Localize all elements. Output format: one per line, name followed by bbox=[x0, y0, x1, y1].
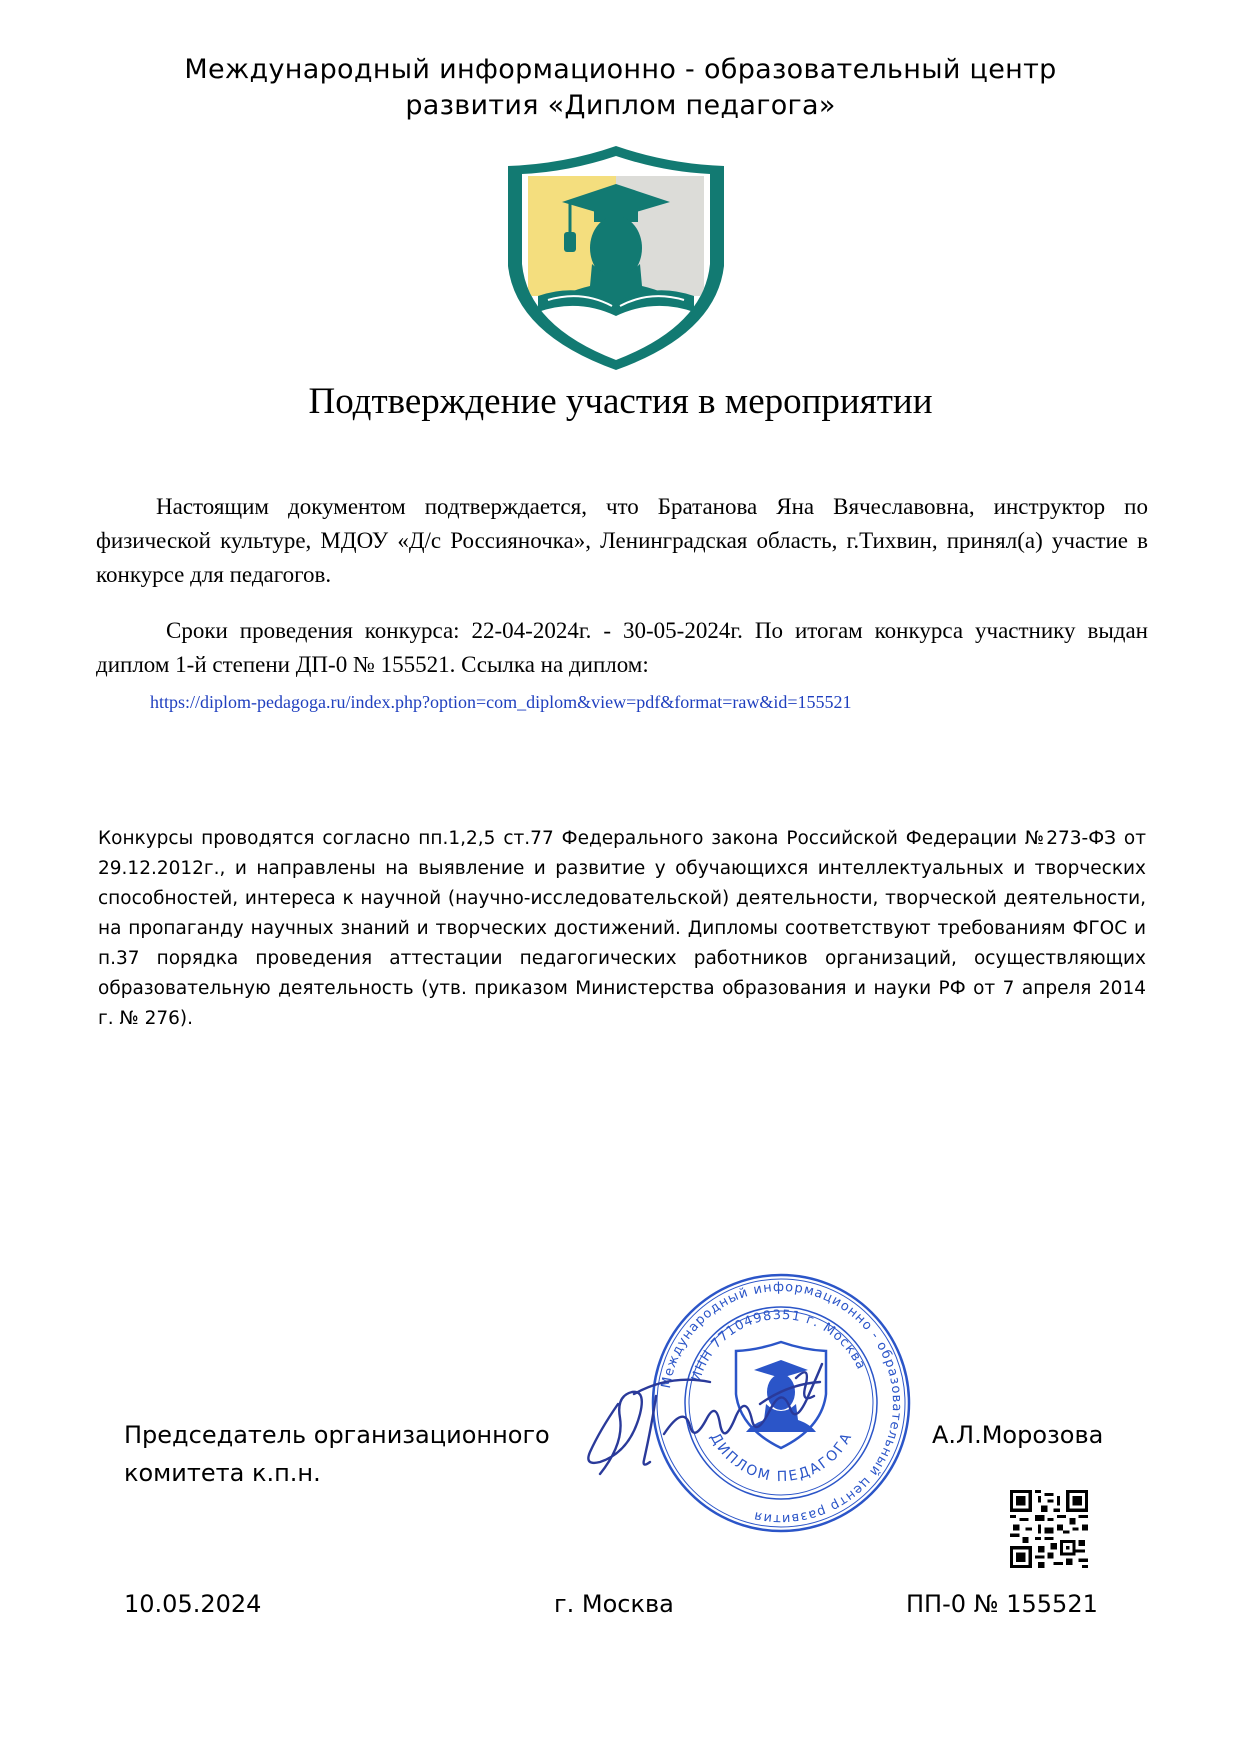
document-number: ПП-0 № 155521 bbox=[906, 1590, 1098, 1618]
qr-code-icon bbox=[1010, 1490, 1088, 1568]
stamp-inn-text: ИНН 7710498351 г. Москва bbox=[688, 1307, 869, 1384]
legal-basis-text: Конкурсы проводятся согласно пп.1,2,5 ст.77 Федерального закона Российской Федерации №273-ФЗ от 29.12.2012г., и направлены на выявление и развитие у обучающихся интеллектуальных и творческих способностей, интереса к научной (научно-исследовательской) деятельности, творческой деятельности, на пропаганду научных знаний и творческих достижений. Дипломы соответствуют требованиям ФГОС и п.37 порядка проведения аттестации педагогических работников организаций, осуществляющих образовательную деятельность (утв. приказом Министерства образования и науки РФ от 7 апреля 2014 г. № 276). bbox=[98, 828, 1146, 1029]
org-name-line2: развития «Диплом педагога» bbox=[405, 90, 836, 121]
stamp-outer-text: Международный информационно - образовательный центр развития bbox=[658, 1279, 905, 1527]
shield-graduate-book-icon bbox=[508, 146, 724, 370]
issue-city: г. Москва bbox=[554, 1590, 674, 1618]
page-title: Подтверждение участия в мероприятии bbox=[308, 381, 933, 422]
contest-dates-paragraph: Сроки проведения конкурса: 22-04-2024г. - 30-05-2024г. По итогам конкурса участнику выдан диплом 1-й степени ДП-0 № 155521. Ссылка на диплом: bbox=[96, 618, 1148, 677]
handwritten-signature bbox=[560, 1334, 850, 1484]
signer-position bbox=[124, 1416, 550, 1492]
signer-name: А.Л.Морозова bbox=[932, 1421, 1104, 1449]
signer-position-line2: комитета к.п.н. bbox=[124, 1459, 321, 1487]
organization-header bbox=[0, 52, 1241, 124]
signer-position-line1: Председатель организационного bbox=[124, 1421, 550, 1449]
issue-date: 10.05.2024 bbox=[124, 1590, 262, 1618]
diploma-link[interactable]: https://diplom-pedagoga.ru/index.php?option=com_diplom&view=pdf&format=raw&id=155521 bbox=[150, 692, 852, 712]
confirmation-paragraph: Настоящим документом подтверждается, что Братанова Яна Вячеславовна, инструктор по физической культуре, МДОУ «Д/с Россияночка», Ленинградская область, г.Тихвин, принял(а) участие в конкурсе для педагогов. bbox=[96, 494, 1148, 587]
org-name-line1: Международный информационно - образовательный центр bbox=[184, 54, 1057, 85]
stamp-bottom-text: ДИПЛОМ ПЕДАГОГА bbox=[706, 1429, 856, 1486]
